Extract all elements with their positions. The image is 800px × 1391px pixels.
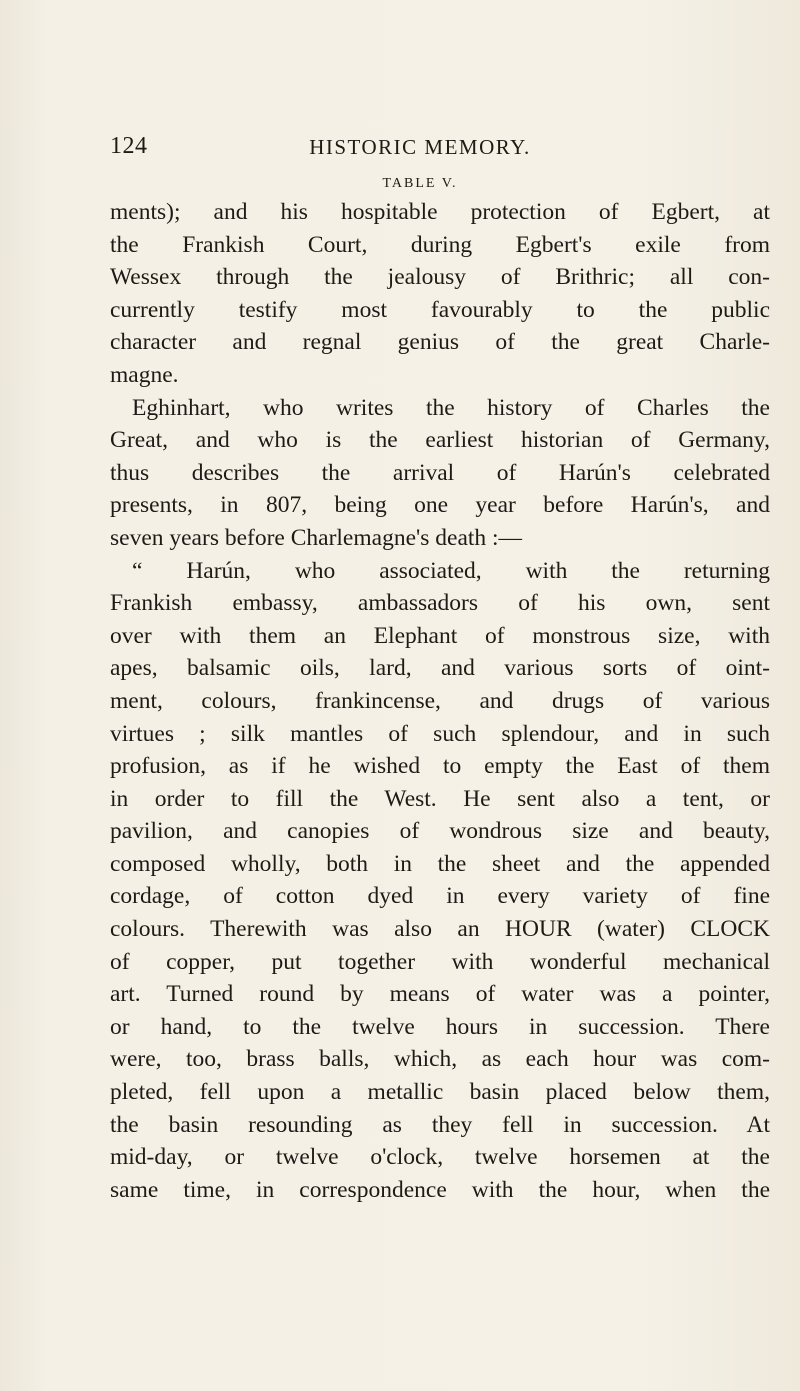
text-line: apes, balsamic oils, lard, and various sorts of oint- — [110, 655, 770, 682]
text-line: profusion, as if he wished to empty the East of them — [110, 753, 770, 780]
text-line: same time, in correspondence with the hour, when the — [110, 1176, 770, 1203]
page-header — [110, 133, 750, 173]
text-line: Frankish embassy, ambassadors of his own, sent — [110, 590, 770, 617]
text-line: presents, in 807, being one year before Harún's, and — [110, 492, 770, 519]
text-line: mid-day, or twelve o'clock, twelve horsemen at the — [110, 1144, 770, 1171]
text-line: seven years before Charlemagne's death :— — [110, 524, 523, 551]
text-line: “ Harún, who associated, with the returning — [132, 557, 770, 584]
text-line: art. Turned round by means of water was a pointer, — [110, 981, 770, 1008]
text-line: composed wholly, both in the sheet and the appended — [110, 850, 770, 877]
table-label: TABLE V. — [382, 176, 458, 191]
text-line: ment, colours, frankincense, and drugs of various — [110, 687, 770, 714]
text-line: pavilion, and canopies of wondrous size and beauty, — [110, 818, 770, 845]
text-line: magne. — [110, 361, 179, 388]
page-number: 124 — [110, 133, 148, 159]
body-text — [110, 196, 770, 1206]
text-line: of copper, put together with wonderful mechanical — [110, 948, 770, 975]
running-head: HISTORIC MEMORY. — [309, 135, 531, 159]
text-line: or hand, to the twelve hours in succession. There — [110, 1013, 770, 1040]
text-line: the Frankish Court, during Egbert's exile from — [110, 231, 770, 258]
text-line: cordage, of cotton dyed in every variety of fine — [110, 883, 770, 910]
text-line: Wessex through the jealousy of Brithric; all con- — [110, 264, 770, 291]
text-line: character and regnal genius of the great Charle- — [110, 329, 770, 356]
text-line: were, too, brass balls, which, as each hour was com- — [110, 1046, 770, 1073]
text-line: in order to fill the West. He sent also a tent, or — [110, 785, 770, 812]
text-line: virtues ; silk mantles of such splendour, and in such — [110, 720, 770, 747]
text-line: thus describes the arrival of Harún's celebrated — [110, 459, 770, 486]
text-line: colours. Therewith was also an HOUR (water) CLOCK — [110, 916, 770, 943]
text-line: Great, and who is the earliest historian of Germany, — [110, 427, 770, 454]
text-line: Eghinhart, who writes the history of Charles the — [132, 394, 770, 421]
text-line: the basin resounding as they fell in succession. At — [110, 1111, 770, 1138]
text-line: pleted, fell upon a metallic basin placed below them, — [110, 1079, 770, 1106]
text-line: currently testify most favourably to the public — [110, 296, 770, 323]
text-line: over with them an Elephant of monstrous size, with — [110, 622, 770, 649]
text-line: ments); and his hospitable protection of Egbert, at — [110, 199, 770, 225]
